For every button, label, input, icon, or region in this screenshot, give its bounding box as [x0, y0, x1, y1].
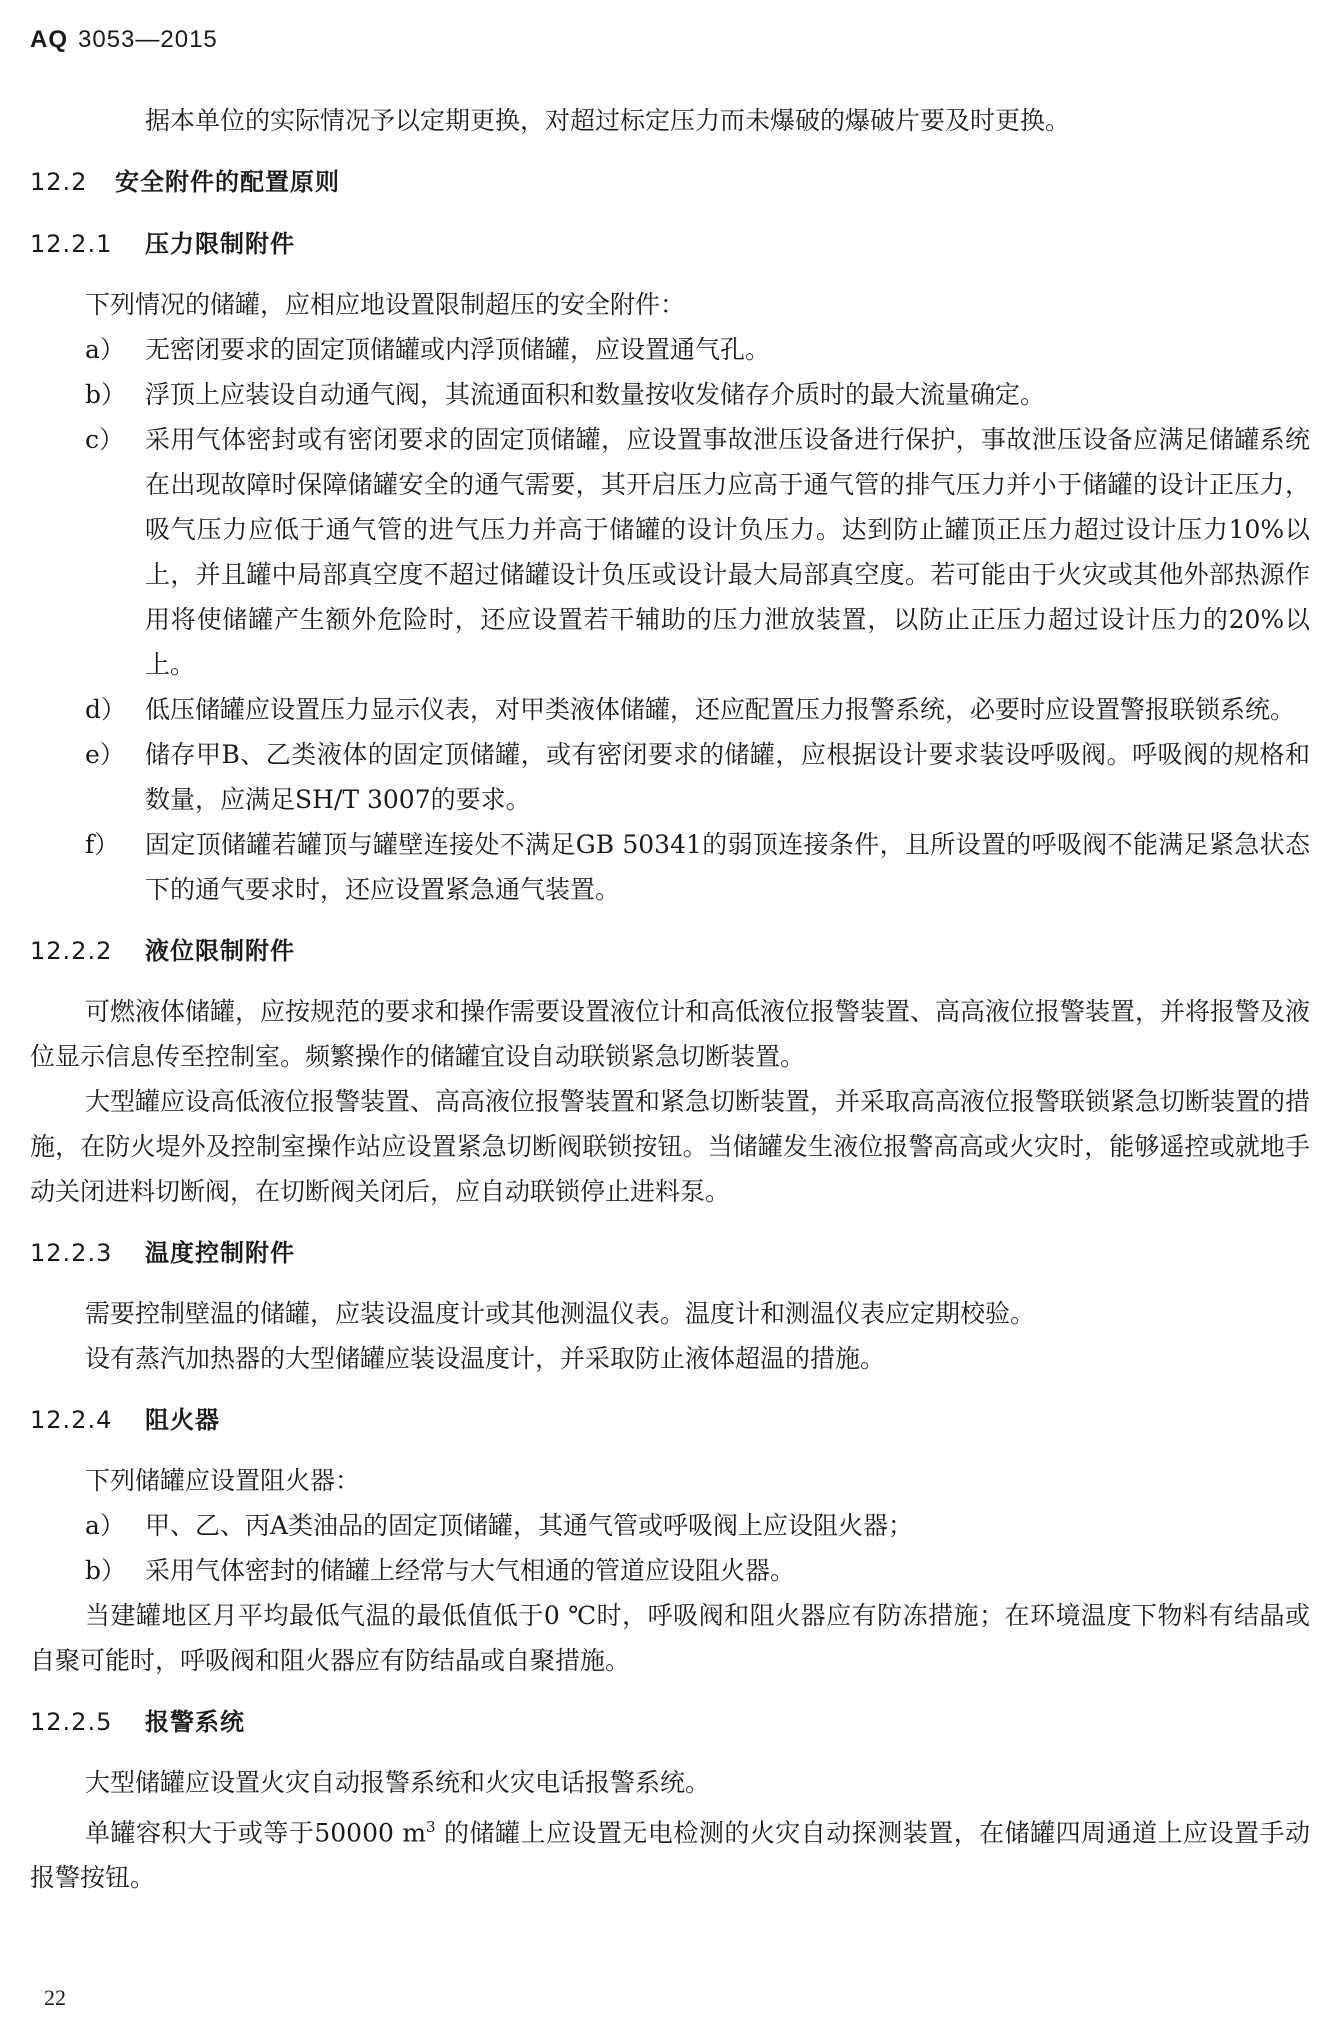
page-header [30, 26, 218, 54]
list-item [30, 372, 1310, 417]
list-text: 浮顶上应装设自动通气阀，其流通面积和数量按收发储存介质时的最大流量确定。 [145, 380, 1046, 409]
list-item [30, 1503, 1310, 1548]
list-label: a） [85, 1511, 125, 1540]
list-label: b） [85, 380, 127, 409]
list-text: 储存甲B、乙类液体的固定顶储罐，或有密闭要求的储罐，应根据设计要求装设呼吸阀。呼吸阀的规格和数量，应满足SH/T 3007的要求。 [145, 740, 1310, 814]
alarm-text-part-2: 的储罐上应设置无电检测的火灾自动探测装置，在储罐四周通道上应设置手动报警按钮。 [30, 1818, 1310, 1893]
temperature-paragraph-2: 设有蒸汽加热器的大型储罐应装设温度计，并采取防止液体超温的措施。 [85, 1344, 886, 1373]
alarm-paragraph-1: 大型储罐应设置火灾自动报警系统和火灾电话报警系统。 [85, 1768, 711, 1797]
page-number: 22 [44, 1985, 66, 2010]
alarm-text-part-1: 单罐容积大于或等于50000 m [85, 1818, 427, 1848]
list-item [30, 417, 1310, 687]
list-text: 采用气体密封的储罐上经常与大气相通的管道应设阻火器。 [145, 1556, 796, 1585]
list-label: b） [85, 1556, 127, 1585]
list-item [30, 732, 1310, 822]
list-label: c） [85, 425, 125, 454]
section-12-2-3-heading [30, 1231, 1310, 1276]
list-label: d） [85, 695, 127, 724]
section-title: 安全附件的配置原则 [115, 168, 340, 196]
section-number: 12.2.5 [30, 1708, 113, 1736]
section-12-2-heading [30, 160, 1310, 205]
list-item [30, 822, 1310, 912]
list-text: 采用气体密封或有密闭要求的固定顶储罐，应设置事故泄压设备进行保护，事故泄压设备应满足储罐系统在出现故障时保障储罐安全的通气需要，其开启压力应高于通气管的排气压力并小于储罐的设计正压力，吸气压力应低于通气管的进气压力并高于储罐的设计负压力。达到防止罐顶正压力超过设计压力10%以上，并且罐中局部真空度不超过储罐设计负压或设计最大局部真空度。若可能由于火灾或其他外部热源作用将使储罐产生额外危险时，还应设置若干辅助的压力泄放装置，以防止正压力超过设计压力的20%以上。 [145, 425, 1310, 679]
section-number: 12.2.4 [30, 1406, 113, 1434]
section-number: 12.2.2 [30, 937, 113, 965]
intro-paragraph: 据本单位的实际情况予以定期更换，对超过标定压力而未爆破的爆破片要及时更换。 [145, 106, 1071, 135]
list-text: 甲、乙、丙A类油品的固定顶储罐，其通气管或呼吸阀上应设阻火器； [145, 1511, 914, 1540]
standard-number: 3053—2015 [78, 26, 218, 53]
alarm-paragraph-2 [30, 1805, 1310, 1900]
section-number: 12.2.3 [30, 1239, 113, 1267]
section-title: 温度控制附件 [145, 1239, 295, 1267]
section-title: 阻火器 [145, 1406, 220, 1434]
section-title: 报警系统 [145, 1708, 245, 1736]
section-number: 12.2.1 [30, 230, 113, 258]
list-label: a） [85, 335, 125, 364]
flame-arrester-lead: 下列储罐应设置阻火器： [85, 1466, 361, 1495]
pressure-lead-paragraph: 下列情况的储罐，应相应地设置限制超压的安全附件： [85, 290, 686, 319]
section-12-2-4-heading [30, 1398, 1310, 1443]
list-label: e） [85, 740, 125, 769]
list-text: 固定顶储罐若罐顶与罐壁连接处不满足GB 50341的弱顶连接条件，且所设置的呼吸阀不能满足紧急状态下的通气要求时，还应设置紧急通气装置。 [145, 830, 1310, 904]
list-label: f） [85, 830, 120, 859]
level-paragraph-1: 可燃液体储罐，应按规范的要求和操作需要设置液位计和高低液位报警装置、高高液位报警装置，并将报警及液位显示信息传至控制室。频繁操作的储罐宜设自动联锁紧急切断装置。 [30, 997, 1311, 1071]
section-title: 液位限制附件 [145, 937, 295, 965]
list-item [30, 327, 1310, 372]
list-text: 低压储罐应设置压力显示仪表，对甲类液体储罐，还应配置压力报警系统，必要时应设置警报联锁系统。 [145, 695, 1296, 724]
section-12-2-1-heading [30, 222, 1310, 267]
flame-arrester-paragraph: 当建罐地区月平均最低气温的最低值低于0 ℃时，呼吸阀和阻火器应有防冻措施；在环境温度下物料有结晶或自聚可能时，呼吸阀和阻火器应有防结晶或自聚措施。 [30, 1601, 1310, 1675]
document-body [30, 98, 1310, 1900]
standard-code: AQ [30, 26, 68, 53]
list-item [30, 687, 1310, 732]
temperature-paragraph-1: 需要控制壁温的储罐，应装设温度计或其他测温仪表。温度计和测温仪表应定期校验。 [85, 1299, 1036, 1328]
section-12-2-5-heading [30, 1700, 1310, 1745]
section-12-2-2-heading [30, 929, 1310, 974]
superscript: 3 [426, 1818, 436, 1836]
section-number: 12.2 [30, 168, 88, 196]
list-item [30, 1548, 1310, 1593]
level-paragraph-2: 大型罐应设高低液位报警装置、高高液位报警装置和紧急切断装置，并采取高高液位报警联锁紧急切断装置的措施，在防火堤外及控制室操作站应设置紧急切断阀联锁按钮。当储罐发生液位报警高高或火灾时，能够遥控或就地手动关闭进料切断阀，在切断阀关闭后，应自动联锁停止进料泵。 [30, 1087, 1311, 1206]
section-title: 压力限制附件 [145, 230, 295, 258]
list-text: 无密闭要求的固定顶储罐或内浮顶储罐，应设置通气孔。 [145, 335, 771, 364]
